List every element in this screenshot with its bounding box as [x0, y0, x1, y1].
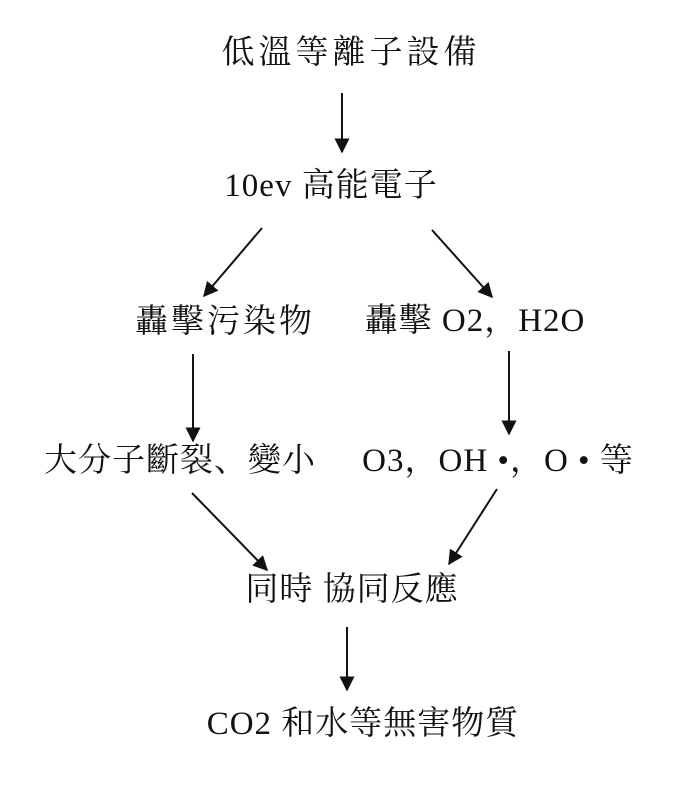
- node-macromolecules-break: 大分子斷裂、變小: [44, 443, 316, 480]
- arrow-high-energy-electrons-to-bombard-o2-h2o: [432, 230, 492, 297]
- node-reactive-species: O3，OH •，O • 等: [362, 443, 634, 480]
- node-high-energy-electrons: 10ev 高能電子: [224, 168, 438, 205]
- arrow-reactive-species-to-synergistic-reaction: [449, 489, 497, 564]
- arrow-high-energy-electrons-to-bombard-pollutants: [204, 228, 262, 296]
- node-harmless-products: CO2 和水等無害物質: [206, 706, 520, 743]
- node-synergistic-reaction: 同時 協同反應: [245, 572, 459, 609]
- arrow-macromolecules-break-to-synergistic-reaction: [192, 493, 267, 570]
- node-bombard-o2-h2o: 轟擊 O2，H2O: [364, 303, 586, 340]
- node-bombard-pollutants: 轟擊污染物: [135, 304, 315, 341]
- node-plasma-equipment: 低溫等離子設備: [221, 35, 481, 72]
